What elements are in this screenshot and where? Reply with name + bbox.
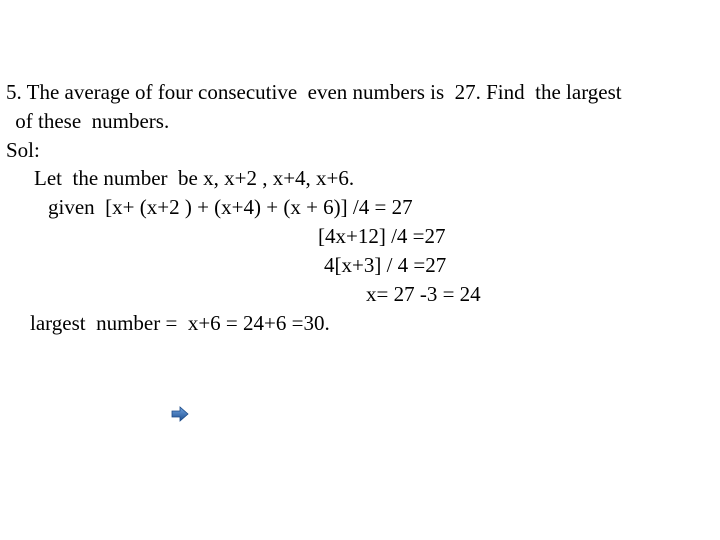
solution-step: 4[x+3] / 4 =27 bbox=[324, 253, 447, 277]
solution-step: [4x+12] /4 =27 bbox=[318, 224, 446, 248]
solution-step: Let the number be x, x+2 , x+4, x+6. bbox=[34, 166, 355, 190]
right-arrow-icon[interactable] bbox=[171, 405, 189, 423]
solution-label: Sol: bbox=[6, 138, 40, 162]
solution-answer: largest number = x+6 = 24+6 =30. bbox=[30, 311, 330, 335]
solution-step: given [x+ (x+2 ) + (x+4) + (x + 6)] /4 = 27 bbox=[48, 195, 413, 219]
problem-line-2: of these numbers. bbox=[10, 109, 170, 133]
solution-step: x= 27 -3 = 24 bbox=[366, 282, 481, 306]
problem-line-1: 5. The average of four consecutive even numbers is 27. Find the largest bbox=[6, 80, 622, 104]
